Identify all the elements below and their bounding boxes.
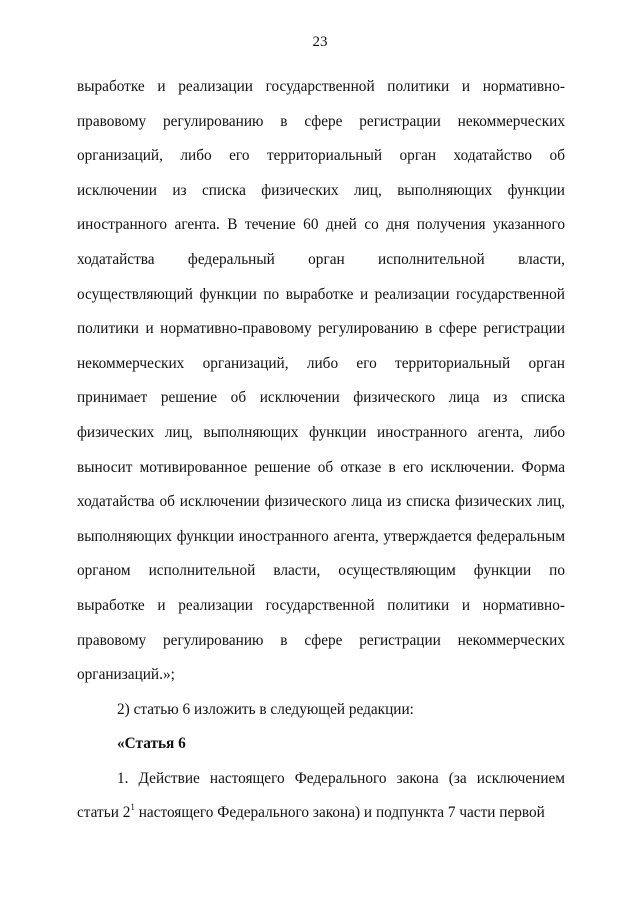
page-number: 23 <box>312 34 328 50</box>
superscript-number: 1 <box>130 802 135 813</box>
paragraph-1: выработке и реализации государственной политики и нормативно-правовому регулированию в сфере регистрации некоммерческих организаций, либо его территориальный орган ходатайство об исключении из списка физических лиц, выполняющих функции иностранного агента. В течение 60 дней со дня получения указанного ходатайства федеральный орган исполнительной власти, осуществляющий функции по выработке и реализации государственной политики и нормативно-правовому регулированию в сфере регистрации некоммерческих организаций, либо его территориальный орган принимает решение об исключении физического лица из списка физических лиц, выполняющих функции иностранного агента, либо выносит мотивированное решение об отказе в его исключении. Форма ходатайства об исключении физического лица из списка физических лиц, выполняющих функции иностранного агента, утверждается федеральным органом исполнительной власти, осуществляющим функции по выработке и реализации государственной политики и нормативно-правовому регулированию в сфере регистрации некоммерческих организаций.»; <box>77 78 565 684</box>
paragraph-3-text-end: настоящего Федерального закона) и подпункта 7 части первой <box>134 804 545 822</box>
paragraph-3-text-start: 1. Действие настоящего Федерального закона (за исключением статьи 2 <box>77 769 565 822</box>
document-body <box>77 70 565 831</box>
article-heading: «Статья 6 <box>117 735 186 753</box>
paragraph-3 <box>77 762 565 831</box>
paragraph-2: 2) статью 6 изложить в следующей редакции: <box>117 700 414 718</box>
